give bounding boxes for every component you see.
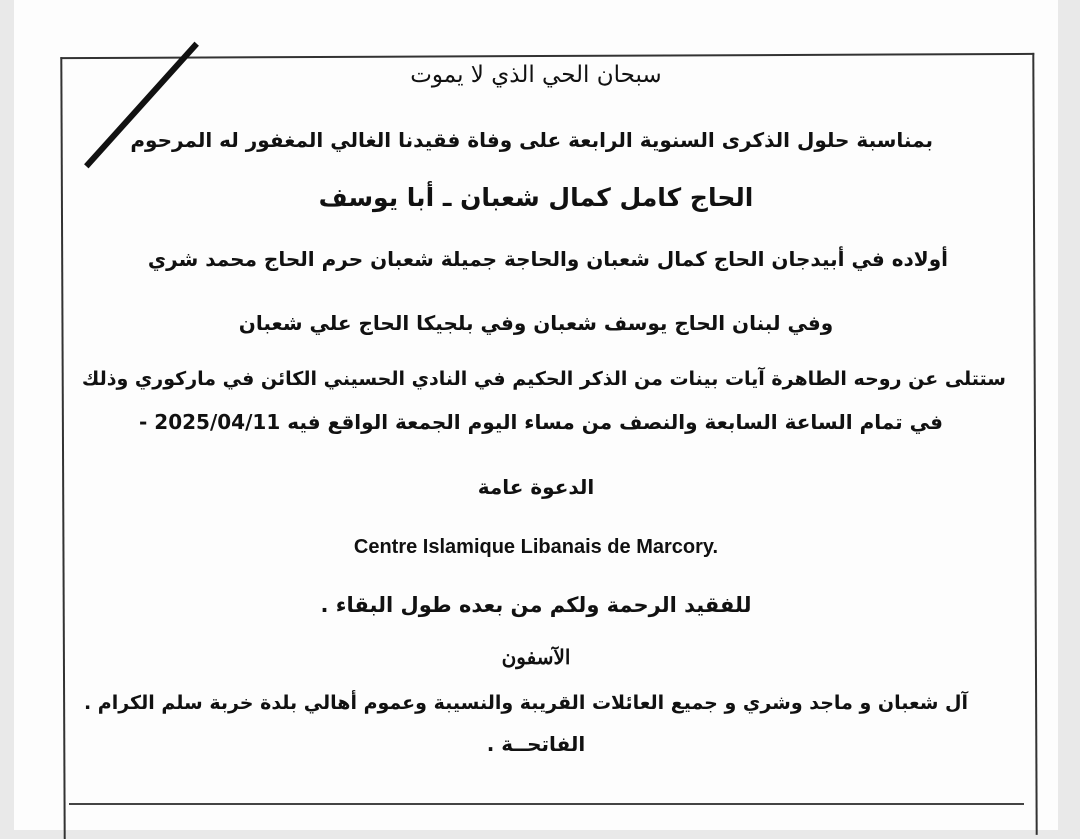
recitation-line-1: ستتلى عن روحه الطاهرة آيات بينات من الذكر الحكيم في النادي الحسيني الكائن في ماركوري وذلك bbox=[81, 368, 1006, 390]
condolence-text: للفقيد الرحمة ولكم من بعده طول البقاء . bbox=[320, 593, 752, 617]
document-border bbox=[60, 53, 1037, 839]
centre-name: Centre Islamique Libanais de Marcory. bbox=[353, 536, 719, 558]
announcement-intro: بمناسبة حلول الذكرى السنوية الرابعة على وفاة فقيدنا الغالي المغفور له المرحوم bbox=[130, 128, 933, 152]
invitation-text: الدعوة عامة bbox=[477, 475, 595, 499]
header-verse: سبحان الحي الذي لا يموت bbox=[410, 62, 662, 88]
children-line-1: أولاده في أبيدجان الحاج كمال شعبان والحاجة جميلة شعبان حرم الحاج محمد شري bbox=[147, 247, 948, 271]
recitation-line-2: في تمام الساعة السابعة والنصف من مساء اليوم الجمعة الواقع فيه 2025/04/11 - bbox=[139, 410, 943, 434]
deceased-name: الحاج كامل كمال شعبان ـ أبا يوسف bbox=[318, 183, 754, 212]
fatiha-text: الفاتحــة . bbox=[486, 732, 586, 756]
children-line-2: وفي لبنان الحاج يوسف شعبان وفي بلجيكا الحاج علي شعبان bbox=[238, 311, 834, 335]
bottom-divider bbox=[69, 803, 1024, 805]
page-sheet bbox=[14, 0, 1058, 830]
mourners-title: الآسفون bbox=[501, 645, 571, 669]
mourners-list: آل شعبان و ماجد وشري و جميع العائلات القريبة والنسيبة وعموم أهالي بلدة خربة سلم الكرام . bbox=[83, 692, 968, 714]
